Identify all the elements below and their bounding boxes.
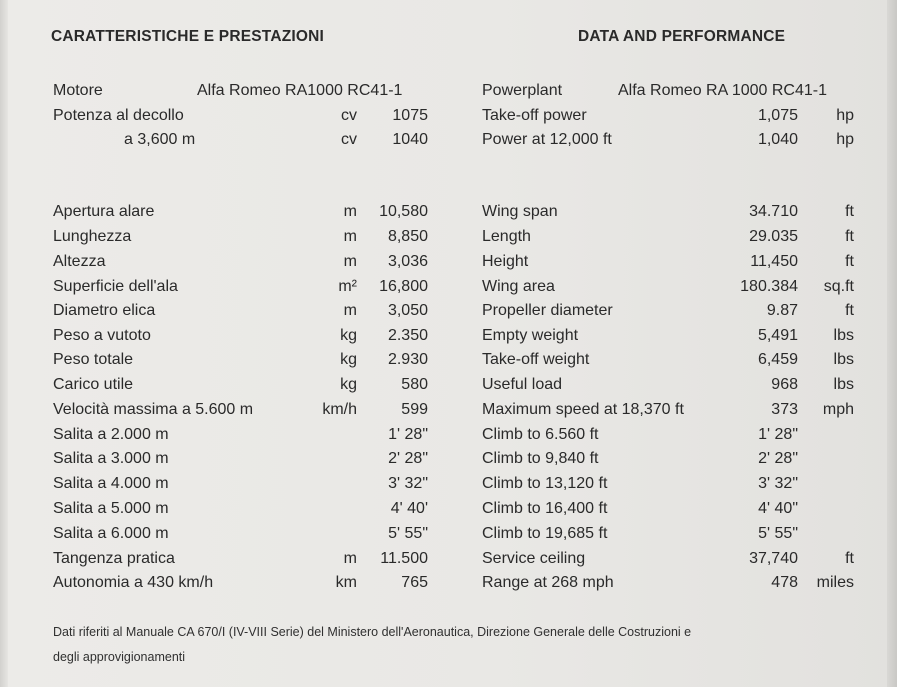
italian-row-label: Lunghezza bbox=[53, 228, 132, 245]
italian-row-value: 10,580 bbox=[379, 203, 428, 220]
english-row-unit: miles bbox=[816, 574, 854, 591]
english-row-unit: hp bbox=[836, 131, 854, 148]
english-row-unit: sq.ft bbox=[823, 278, 854, 295]
english-row bbox=[480, 472, 870, 496]
english-row-unit: hp bbox=[836, 107, 854, 124]
italian-row-value: 580 bbox=[401, 376, 428, 393]
english-row-value: 3' 32" bbox=[758, 475, 798, 492]
english-row-label: Wing span bbox=[482, 203, 558, 220]
italian-row-value: 1075 bbox=[392, 107, 428, 124]
italian-row-label: a 3,600 m bbox=[124, 131, 196, 148]
english-row bbox=[480, 522, 870, 546]
page-binding-edge bbox=[887, 0, 897, 687]
english-row-value: 34.710 bbox=[749, 203, 798, 220]
english-row-value: 1,040 bbox=[757, 131, 798, 148]
english-row bbox=[480, 200, 870, 224]
italian-row-label: Superficie dell'ala bbox=[53, 278, 178, 295]
english-row-label: Range at 268 mph bbox=[482, 574, 614, 591]
english-row bbox=[480, 79, 870, 103]
italian-row bbox=[0, 497, 450, 521]
english-row-value: 1' 28" bbox=[758, 426, 798, 443]
italian-row bbox=[0, 104, 450, 128]
italian-row-value: 2.350 bbox=[387, 327, 428, 344]
italian-row-value: 2' 28" bbox=[388, 450, 428, 467]
english-row bbox=[480, 373, 870, 397]
italian-row-unit: cv bbox=[341, 107, 357, 124]
english-row bbox=[480, 547, 870, 571]
english-row-value: Alfa Romeo RA 1000 RC41-1 bbox=[618, 82, 827, 99]
italian-row-value: 599 bbox=[401, 401, 428, 418]
english-row-value: 11,450 bbox=[750, 253, 798, 270]
italian-row bbox=[0, 79, 450, 103]
italian-row bbox=[0, 571, 450, 595]
english-row-label: Climb to 19,685 ft bbox=[482, 525, 608, 542]
italian-row-value: 1' 28" bbox=[388, 426, 428, 443]
english-row-value: 1,075 bbox=[757, 107, 798, 124]
english-row bbox=[480, 104, 870, 128]
english-row-label: Powerplant bbox=[482, 82, 563, 99]
italian-row-value: 765 bbox=[401, 574, 428, 591]
italian-row-value: 4' 40' bbox=[390, 500, 428, 517]
english-row-value: 4' 40" bbox=[758, 500, 798, 517]
italian-row-label: Motore bbox=[53, 82, 103, 99]
english-row-label: Take-off weight bbox=[482, 351, 590, 368]
english-row-label: Empty weight bbox=[482, 327, 579, 344]
english-row bbox=[480, 275, 870, 299]
italian-row-unit: kg bbox=[340, 327, 357, 344]
english-row-value: 37,740 bbox=[749, 550, 798, 567]
english-row-label: Length bbox=[482, 228, 531, 245]
footnote-line-1: Dati riferiti al Manuale CA 670/I (IV-VIII Serie) del Ministero dell'Aeronautica, Direzione Generale delle Costruzioni e bbox=[53, 625, 692, 639]
english-row-unit: mph bbox=[822, 401, 854, 418]
italian-row bbox=[0, 522, 450, 546]
english-row-unit: lbs bbox=[833, 327, 854, 344]
italian-row-value: 1040 bbox=[392, 131, 428, 148]
english-row-value: 968 bbox=[771, 376, 798, 393]
italian-row-label: Salita a 5.000 m bbox=[53, 500, 169, 517]
english-row-label: Propeller diameter bbox=[482, 302, 613, 319]
english-row-value: 478 bbox=[771, 574, 798, 591]
italian-row-label: Potenza al decollo bbox=[53, 107, 184, 124]
english-row-value: 6,459 bbox=[757, 351, 798, 368]
italian-row-value: Alfa Romeo RA1000 RC41-1 bbox=[197, 82, 403, 99]
italian-row-label: Salita a 6.000 m bbox=[53, 525, 169, 542]
english-row-unit: lbs bbox=[833, 376, 854, 393]
english-row bbox=[480, 299, 870, 323]
italian-row-unit: kg bbox=[340, 351, 357, 368]
italian-row bbox=[0, 423, 450, 447]
english-row-label: Height bbox=[482, 253, 529, 270]
italian-row bbox=[0, 275, 450, 299]
english-row-label: Climb to 16,400 ft bbox=[482, 500, 608, 517]
english-row-label: Wing area bbox=[482, 278, 555, 295]
english-row-value: 29.035 bbox=[749, 228, 798, 245]
english-row bbox=[480, 423, 870, 447]
english-row bbox=[480, 128, 870, 152]
italian-row-unit: km bbox=[335, 574, 357, 591]
english-row-value: 9.87 bbox=[766, 302, 798, 319]
english-row-label: Maximum speed at 18,370 ft bbox=[482, 401, 684, 418]
english-row bbox=[480, 348, 870, 372]
italian-row-unit: m bbox=[343, 550, 357, 567]
italian-row-label: Tangenza pratica bbox=[53, 550, 175, 567]
italian-heading: CARATTERISTICHE E PRESTAZIONI bbox=[51, 28, 325, 45]
italian-row-label: Autonomia a 430 km/h bbox=[53, 574, 214, 591]
italian-row-unit: cv bbox=[341, 131, 357, 148]
italian-row bbox=[0, 447, 450, 471]
italian-row-value: 16,800 bbox=[379, 278, 428, 295]
english-row-label: Take-off power bbox=[482, 107, 587, 124]
footnote bbox=[53, 620, 853, 670]
italian-row-value: 5' 55" bbox=[388, 525, 428, 542]
english-row-value: 180.384 bbox=[740, 278, 798, 295]
italian-row bbox=[0, 348, 450, 372]
italian-row-label: Peso a vutoto bbox=[53, 327, 151, 344]
english-row-unit: ft bbox=[845, 253, 854, 270]
english-row-label: Power at 12,000 ft bbox=[482, 131, 612, 148]
italian-row-value: 3,036 bbox=[387, 253, 428, 270]
italian-row-label: Apertura alare bbox=[53, 203, 155, 220]
italian-row bbox=[0, 299, 450, 323]
english-row bbox=[480, 225, 870, 249]
italian-row bbox=[0, 373, 450, 397]
english-row-value: 5,491 bbox=[757, 327, 798, 344]
english-row bbox=[480, 324, 870, 348]
english-row-unit: ft bbox=[845, 203, 854, 220]
italian-row-value: 11.500 bbox=[380, 550, 428, 567]
english-row-unit: ft bbox=[845, 302, 854, 319]
english-row-unit: ft bbox=[845, 228, 854, 245]
italian-row-label: Altezza bbox=[53, 253, 106, 270]
english-row bbox=[480, 447, 870, 471]
italian-row bbox=[0, 200, 450, 224]
english-row-value: 2' 28" bbox=[758, 450, 798, 467]
italian-row bbox=[0, 547, 450, 571]
italian-row-label: Diametro elica bbox=[53, 302, 156, 319]
english-row bbox=[480, 398, 870, 422]
english-row-label: Climb to 13,120 ft bbox=[482, 475, 608, 492]
english-row-label: Service ceiling bbox=[482, 550, 586, 567]
english-row-label: Useful load bbox=[482, 376, 563, 393]
english-row-value: 5' 55" bbox=[758, 525, 798, 542]
italian-row-label: Salita a 4.000 m bbox=[53, 475, 169, 492]
italian-row-label: Peso totale bbox=[53, 351, 134, 368]
italian-row-value: 2.930 bbox=[387, 351, 428, 368]
italian-row-value: 8,850 bbox=[387, 228, 428, 245]
english-row bbox=[480, 497, 870, 521]
english-row-label: Climb to 9,840 ft bbox=[482, 450, 599, 467]
italian-row bbox=[0, 398, 450, 422]
italian-row-label: Carico utile bbox=[53, 376, 134, 393]
italian-row-unit: km/h bbox=[322, 401, 357, 418]
italian-row-value: 3' 32" bbox=[388, 475, 428, 492]
italian-row bbox=[0, 128, 450, 152]
english-row-value: 373 bbox=[771, 401, 798, 418]
english-row bbox=[480, 250, 870, 274]
english-row-label: Climb to 6.560 ft bbox=[482, 426, 599, 443]
italian-row bbox=[0, 324, 450, 348]
italian-row-value: 3,050 bbox=[387, 302, 428, 319]
italian-row-label: Salita a 2.000 m bbox=[53, 426, 169, 443]
italian-row-unit: m² bbox=[338, 278, 357, 295]
english-heading: DATA AND PERFORMANCE bbox=[578, 28, 786, 45]
italian-row-label: Salita a 3.000 m bbox=[53, 450, 169, 467]
italian-row bbox=[0, 225, 450, 249]
footnote-line-2: degli approvigionamenti bbox=[53, 650, 186, 664]
italian-row bbox=[0, 250, 450, 274]
italian-row bbox=[0, 472, 450, 496]
italian-row-unit: m bbox=[343, 253, 357, 270]
italian-row-label: Velocità massima a 5.600 m bbox=[53, 401, 254, 418]
english-row-unit: lbs bbox=[833, 351, 854, 368]
italian-row-unit: kg bbox=[340, 376, 357, 393]
italian-row-unit: m bbox=[343, 228, 357, 245]
english-row-unit: ft bbox=[845, 550, 854, 567]
english-row bbox=[480, 571, 870, 595]
italian-row-unit: m bbox=[343, 203, 357, 220]
italian-row-unit: m bbox=[343, 302, 357, 319]
